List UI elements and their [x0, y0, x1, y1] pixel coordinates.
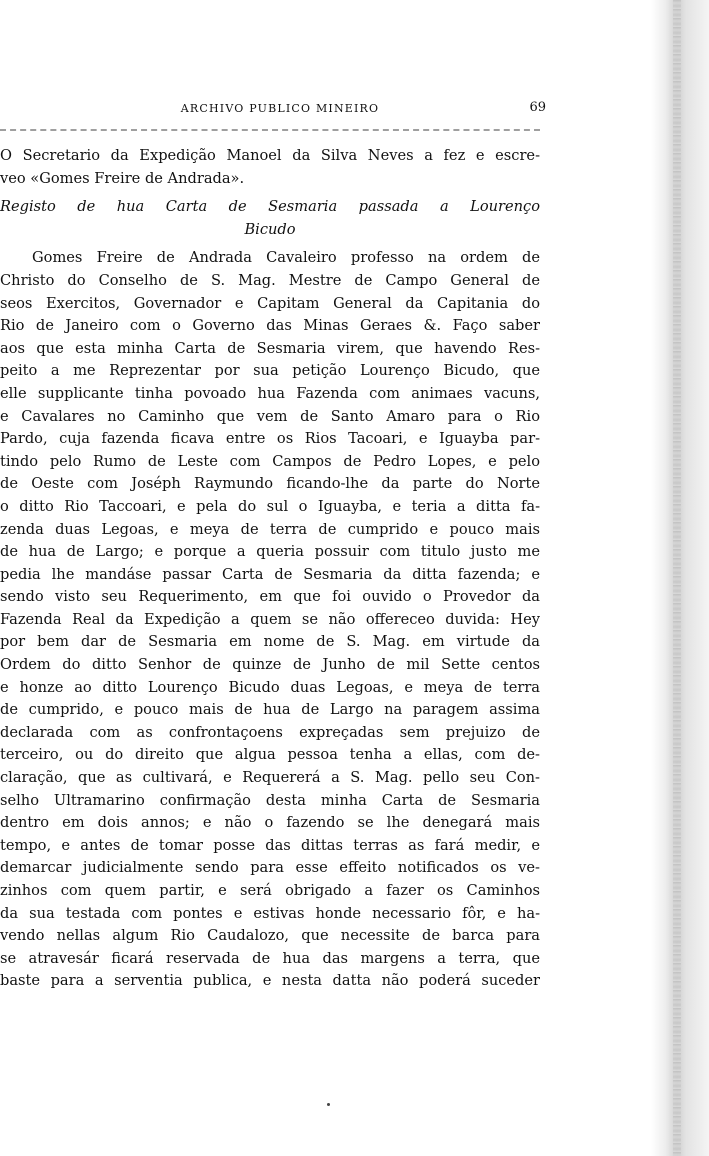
paragraph-line: terceiro, ou do direito que algua pessoa tenha a ellas, com de- — [0, 746, 540, 764]
document-body — [0, 145, 540, 993]
paragraph-line: tindo pelo Rumo de Leste com Campos de Pedro Lopes, e pelo — [0, 452, 540, 470]
paragraph-line: de Oeste com Joséph Raymundo ficando-lhe da parte do Norte — [0, 475, 540, 493]
paragraph-line: e honze ao ditto Lourenço Bicudo duas Legoas, e meya de terra — [0, 678, 540, 696]
paragraph-line: peito a me Reprezentar por sua petição Lourenço Bicudo, que — [0, 362, 540, 380]
paragraph-line: o ditto Rio Taccoari, e pela do sul o Iguayba, e teria a ditta fa- — [0, 497, 540, 515]
section-heading-line-1: Registo de hua Carta de Sesmaria passada a Lourenço — [0, 198, 540, 216]
section-heading-line-2: Bicudo — [244, 220, 296, 238]
paragraph-line: Fazenda Real da Expedição a quem se não offereceo duvida: Hey — [0, 610, 540, 628]
closing-line-1: O Secretario da Expedição Manoel da Silva Neves a fez e escre- — [0, 147, 540, 164]
page-number: 69 — [529, 100, 546, 115]
paragraph-line: de hua de Largo; e porque a queria possuir com titulo justo me — [0, 543, 540, 561]
paragraph-line: selho Ultramarino confirmação desta minha Carta de Sesmaria — [0, 791, 540, 809]
paragraph-line: baste para a serventia publica, e nesta datta não poderá suceder — [0, 972, 540, 990]
paragraph-line: tempo, e antes de tomar posse das dittas terras as fará medir, e — [0, 836, 540, 854]
paragraph-line: Gomes Freire de Andrada Cavaleiro professo na ordem de — [32, 249, 540, 267]
paragraph-line: Christo do Conselho de S. Mag. Mestre de Campo General de — [0, 271, 540, 289]
paragraph-line: por bem dar de Sesmaria em nome de S. Mag. em virtude da — [0, 633, 540, 651]
book-gutter-edge — [651, 0, 709, 1156]
paragraph-line: seos Exercitos, Governador e Capitam General da Capitania do — [0, 294, 540, 312]
running-title: ARCHIVO PUBLICO MINEIRO — [180, 102, 380, 115]
paragraph-line: aos que esta minha Carta de Sesmaria virem, que havendo Res- — [0, 339, 540, 357]
paragraph-line: Rio de Janeiro com o Governo das Minas Geraes &. Faço saber — [0, 317, 540, 335]
paragraph-line: dentro em dois annos; e não o fazendo se lhe denegará mais — [0, 814, 540, 832]
paragraph-line: zinhos com quem partir, e será obrigado a fazer os Caminhos — [0, 882, 540, 899]
paragraph-line: sendo visto seu Requerimento, em que foi ouvido o Provedor da — [0, 588, 540, 606]
paragraph-line: Ordem do ditto Senhor de quinze de Junho de mil Sette centos — [0, 656, 540, 674]
paragraph-line: pedia lhe mandáse passar Carta de Sesmaria da ditta fazenda; e — [0, 565, 540, 583]
paragraph-line: zenda duas Legoas, e meya de terra de cumprido e pouco mais — [0, 520, 540, 538]
page-header — [0, 102, 560, 122]
paragraph-line: se atravesár ficará reservada de hua das margens a terra, que — [0, 949, 540, 967]
header-rule — [0, 129, 540, 131]
paragraph-line: e Cavalares no Caminho que vem de Santo Amaro para o Rio — [0, 407, 540, 425]
page-speck — [327, 1103, 330, 1106]
closing-line-2: veo «Gomes Freire de Andrada». — [0, 169, 245, 187]
paragraph-line: da sua testada com pontes e estivas honde necessario fôr, e ha- — [0, 904, 540, 922]
paragraph-line: Pardo, cuja fazenda ficava entre os Rios Tacoari, e Iguayba par- — [0, 430, 540, 448]
paragraph-line: de cumprido, e pouco mais de hua de Largo na paragem assima — [0, 701, 540, 719]
paragraph-line: claração, que as cultivará, e Requererá a S. Mag. pello seu Con- — [0, 769, 540, 787]
letter-paragraph — [0, 247, 540, 993]
paragraph-line: vendo nellas algum Rio Caudalozo, que necessite de barca para — [0, 927, 540, 945]
paragraph-line: declarada com as confrontaçoens expreçadas sem prejuizo de — [0, 723, 540, 741]
paragraph-line: demarcar judicialmente sendo para esse effeito notificados os ve- — [0, 859, 540, 877]
paragraph-line: elle supplicante tinha povoado hua Fazenda com animaes vacuns, — [0, 384, 540, 402]
